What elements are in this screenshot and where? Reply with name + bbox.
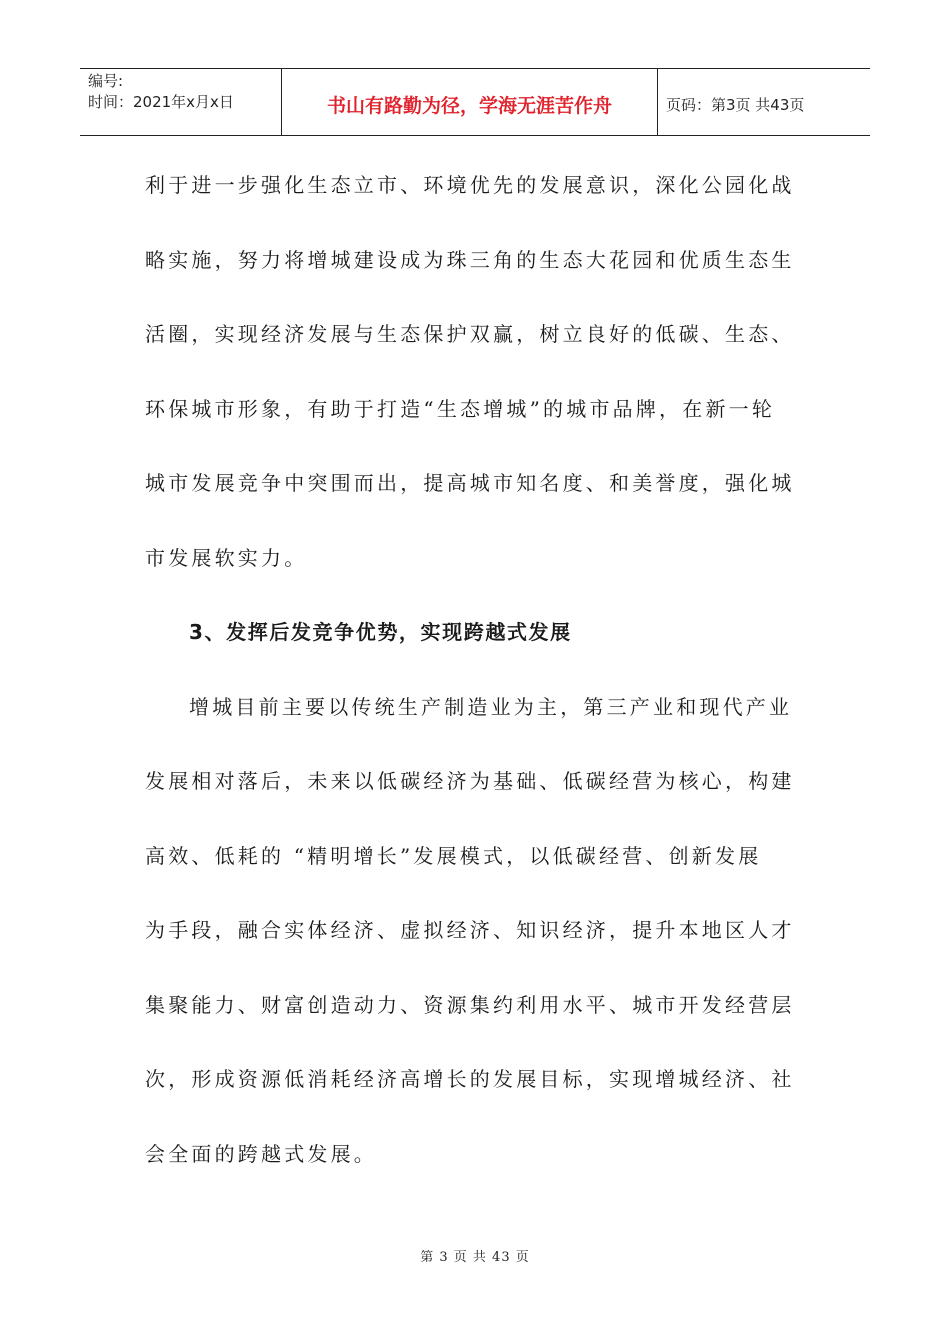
paragraph-line: 集聚能力、财富创造动力、资源集约利用水平、城市开发经营层 xyxy=(145,992,795,1017)
paragraph-line: 增城目前主要以传统生产制造业为主，第三产业和现代产业 xyxy=(189,694,793,719)
document-date: 时间：2021年x月x日 xyxy=(88,93,234,111)
document-number-label: 编号: xyxy=(88,72,124,90)
paragraph-line: 为手段，融合实体经济、虚拟经济、知识经济，提升本地区人才 xyxy=(145,918,795,942)
paragraph-line: 高效、低耗的 “精明增长”发展模式，以低碳经营、创新发展 xyxy=(145,843,762,868)
paragraph-line: 略实施，努力将增城建设成为珠三角的生态大花园和优质生态生 xyxy=(145,247,795,272)
paragraph-line: 环保城市形象，有助于打造“生态增城”的城市品牌，在新一轮 xyxy=(145,396,776,421)
paragraph-line: 活圈，实现经济发展与生态保护双赢，树立良好的低碳、生态、 xyxy=(145,322,795,346)
header-meta xyxy=(80,69,282,135)
header-motto: 书山有路勤为径，学海无涯苦作舟 xyxy=(282,69,658,135)
page-footer: 第 3 页 共 43 页 xyxy=(420,1250,530,1265)
paragraph-line: 会全面的跨越式发展。 xyxy=(145,1141,377,1166)
paragraph-line: 城市发展竞争中突围而出，提高城市知名度、和美誉度，强化城 xyxy=(145,471,795,495)
document-body xyxy=(145,165,805,1208)
paragraph-line: 市发展软实力。 xyxy=(145,545,308,570)
paragraph-line: 次，形成资源低消耗经济高增长的发展目标，实现增城经济、社 xyxy=(145,1067,795,1091)
header-page-info: 页码：第3页 共43页 xyxy=(666,95,805,114)
section-heading: 3、发挥后发竞争优势，实现跨越式发展 xyxy=(189,620,572,644)
paragraph-line: 利于进一步强化生态立市、环境优先的发展意识，深化公园化战 xyxy=(145,173,795,197)
paragraph-line: 发展相对落后，未来以低碳经济为基础、低碳经营为核心，构建 xyxy=(145,769,795,793)
page-header xyxy=(80,68,870,136)
